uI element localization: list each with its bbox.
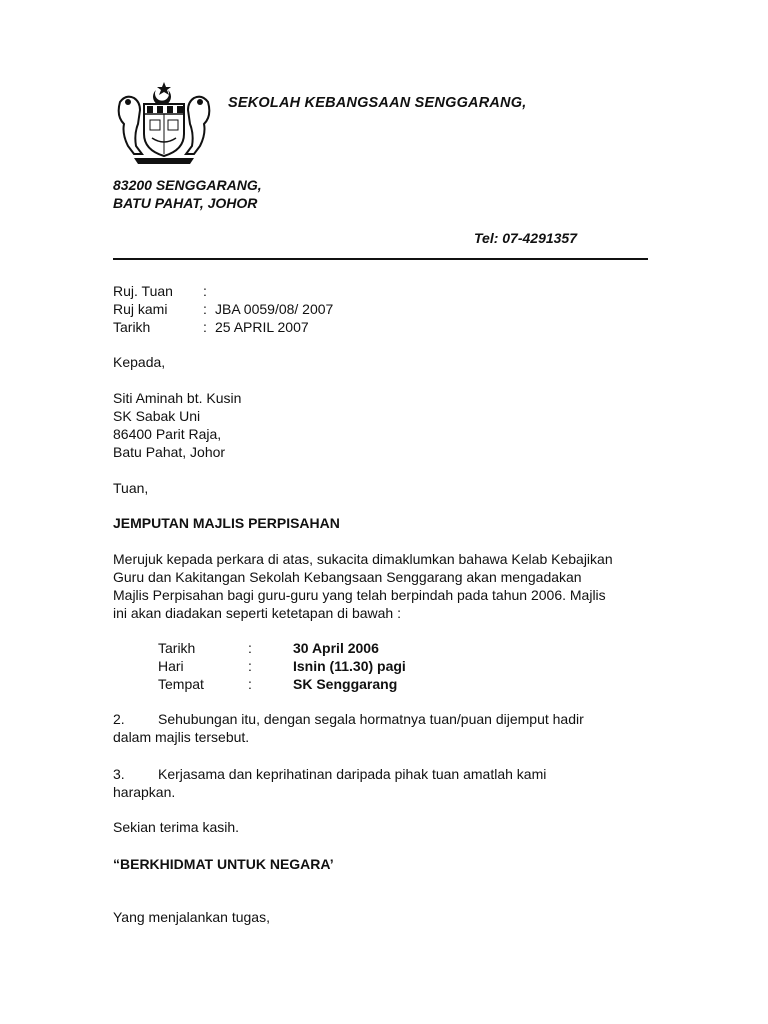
school-address <box>113 176 262 212</box>
paragraph-line: ini akan diadakan seperti ketetapan di bawah : <box>113 605 401 621</box>
recipient-address <box>113 389 658 461</box>
ref-label: Tarikh <box>113 319 151 335</box>
telephone: Tel: 07-4291357 <box>474 230 577 246</box>
reference-block <box>113 282 333 336</box>
recipient-line: Siti Aminah bt. Kusin <box>113 390 242 406</box>
detail-value: SK Senggarang <box>293 676 398 692</box>
paragraph-number: 2. <box>113 711 125 727</box>
paragraph-line: Merujuk kepada perkara di atas, sukacita dimaklumkan bahawa Kelab Kebajikan <box>113 551 613 567</box>
ref-colon: : <box>203 283 207 299</box>
paragraph-line: Guru dan Kakitangan Sekolah Kebangsaan Senggarang akan mengadakan <box>113 569 582 585</box>
ref-label: Ruj kami <box>113 301 168 317</box>
motto: “BERKHIDMAT UNTUK NEGARA’ <box>113 856 334 872</box>
salutation: Tuan, <box>113 480 149 496</box>
detail-colon: : <box>248 676 252 692</box>
detail-value: 30 April 2006 <box>293 640 379 656</box>
recipient-line: 86400 Parit Raja, <box>113 426 222 442</box>
paragraph-number: 3. <box>113 766 125 782</box>
paragraph-line: dalam majlis tersebut. <box>113 729 250 745</box>
detail-colon: : <box>248 640 252 656</box>
detail-row-tempat <box>158 675 406 693</box>
detail-row-hari <box>158 657 406 675</box>
closing-text: Sekian terima kasih. <box>113 819 240 835</box>
ref-label: Ruj. Tuan <box>113 283 173 299</box>
detail-colon: : <box>248 658 252 674</box>
detail-label: Tempat <box>158 676 204 692</box>
address-line-2: BATU PAHAT, JOHOR <box>113 195 258 211</box>
recipient-greeting: Kepada, <box>113 354 166 370</box>
paragraph-3 <box>113 765 658 801</box>
header-divider <box>113 258 648 260</box>
paragraph-line: Majlis Perpisahan bagi guru-guru yang telah berpindah pada tahun 2006. Majlis <box>113 587 606 603</box>
event-details <box>158 639 406 693</box>
paragraph-line: Kerjasama dan keprihatinan daripada pihak tuan amatlah kami <box>158 766 547 782</box>
detail-label: Hari <box>158 658 184 674</box>
ref-colon: : <box>203 301 207 317</box>
ref-row-ruj-kami <box>113 300 333 318</box>
detail-value: Isnin (11.30) pagi <box>293 658 406 674</box>
recipient-line: SK Sabak Uni <box>113 408 201 424</box>
signoff: Yang menjalankan tugas, <box>113 909 270 925</box>
ref-value: 25 APRIL 2007 <box>215 319 309 335</box>
school-name: SEKOLAH KEBANGSAAN SENGGARANG, <box>228 95 527 111</box>
ref-row-tarikh <box>113 318 333 336</box>
paragraph-2 <box>113 710 658 746</box>
ref-colon: : <box>203 319 207 335</box>
ref-row-ruj-tuan <box>113 282 333 300</box>
letter-subject: JEMPUTAN MAJLIS PERPISAHAN <box>113 515 340 531</box>
recipient-line: Batu Pahat, Johor <box>113 444 226 460</box>
detail-row-tarikh <box>158 639 406 657</box>
ref-value: JBA 0059/08/ 2007 <box>215 301 334 317</box>
paragraph-1 <box>113 550 658 622</box>
detail-label: Tarikh <box>158 640 196 656</box>
crest-icon <box>112 80 216 168</box>
paragraph-line: Sehubungan itu, dengan segala hormatnya tuan/puan dijemput hadir <box>158 711 584 727</box>
paragraph-line: harapkan. <box>113 784 176 800</box>
address-line-1: 83200 SENGGARANG, <box>113 177 262 193</box>
